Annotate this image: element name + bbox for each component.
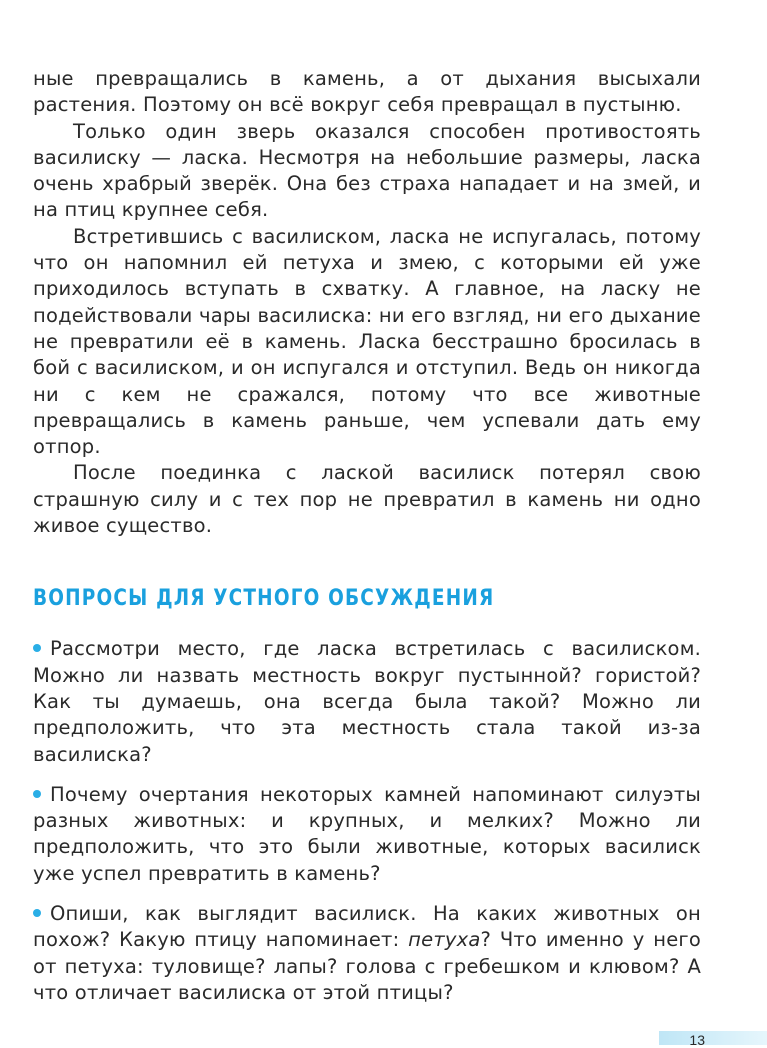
question-text: Рассмотри место, где ласка встретилась с василиском. Можно ли назвать местность вокруг пустынной? гористой? Как ты думаешь, она всегда была такой? Можно ли предположить, что эта местность стала такой из-за василиска? xyxy=(33,637,701,766)
paragraph: Встретившись с василиском, ласка не испугалась, потому что он напомнил ей петуха и змею, с которыми ей уже приходилось вступать в схватку. А главное, на ласку не подействовали чары василиска: ни его взгляд, ни его дыхание не превратили её в камень. Ласка бесстрашно бросилась в бой с василиском, и он испугался и отступил. Ведь он никогда ни с кем не сражался, потому что все животные превращались в камень раньше, чем успевали дать ему отпор. xyxy=(33,224,701,459)
story-text xyxy=(33,66,701,539)
questions-list xyxy=(33,636,701,1006)
bullet-icon xyxy=(33,909,41,917)
question-item xyxy=(33,636,701,767)
paragraph: Только один зверь оказался способен противостоять василиску — ласка. Несмотря на небольшие размеры, ласка очень храбрый зверёк. Она без страха нападает и на змей, и на птиц крупнее себя. xyxy=(33,119,701,222)
paragraph-continuation: ные превращались в камень, а от дыхания высыхали растения. Поэтому он всё вокруг себя превращал в пустыню. xyxy=(33,67,701,117)
page-content xyxy=(33,66,701,1020)
question-item xyxy=(33,901,701,1006)
bullet-icon xyxy=(33,790,41,798)
bullet-icon xyxy=(33,644,41,652)
section-heading: ВОПРОСЫ ДЛЯ УСТНОГО ОБСУЖДЕНИЯ xyxy=(33,586,495,612)
page-number: 13 xyxy=(689,1032,705,1048)
question-emphasis: петуха xyxy=(408,928,481,952)
question-text: Почему очертания некоторых камней напоминают силуэты разных животных: и крупных, и мелких? Можно ли предположить, что это были животные, которых василиск уже успел превратить в камень? xyxy=(33,782,701,885)
page-number-bar xyxy=(659,1031,767,1045)
question-text-end: ? Что именно у него от петуха: туловище? лапы? голова с гребешком и клювом? А что отличает василиска от этой птицы? xyxy=(33,928,701,1004)
question-text-start: Опиши, как выглядит василиск. На каких животных он похож? Какую птицу напоминает: xyxy=(33,902,701,952)
paragraph: После поединка с лаской василиск потерял свою страшную силу и с тех пор не превратил в камень ни одно живое существо. xyxy=(33,461,701,538)
question-item xyxy=(33,782,701,887)
